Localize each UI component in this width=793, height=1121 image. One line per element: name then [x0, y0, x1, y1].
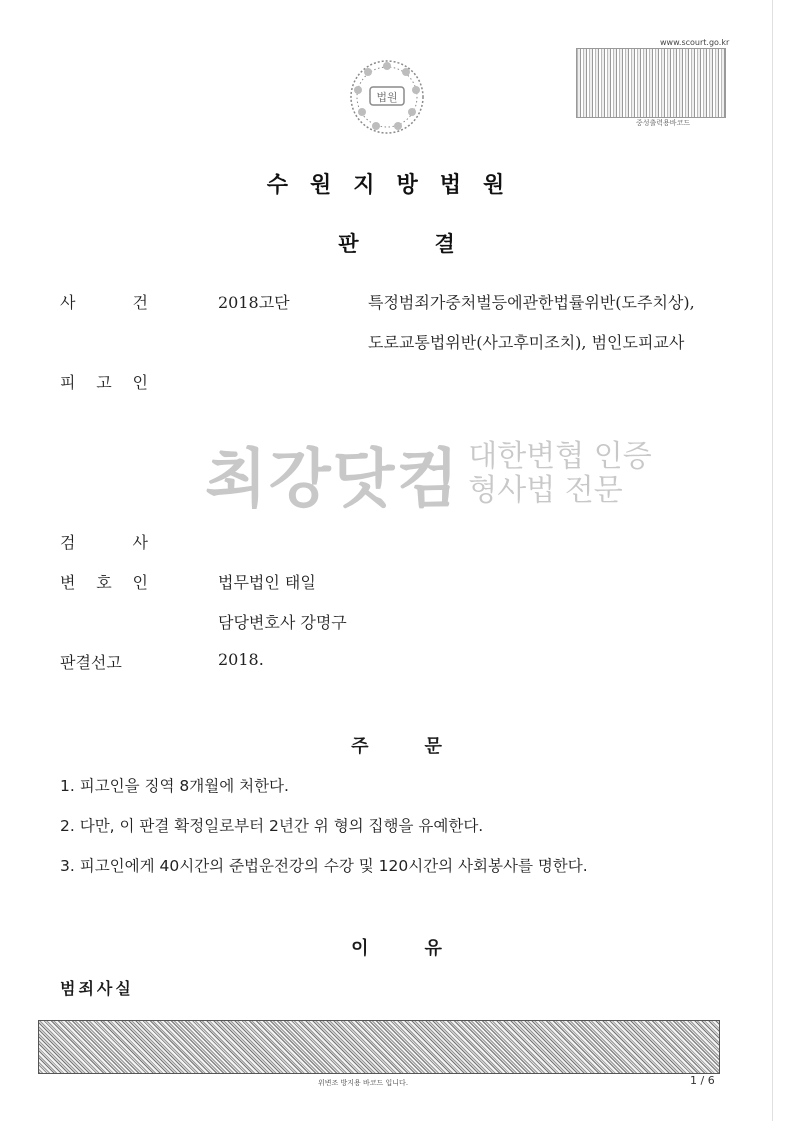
counsel-lawyer: 담당변호사 강명구 — [218, 613, 347, 632]
order-item: 3. 피고인에게 40시간의 준법운전강의 수강 및 120시간의 사회봉사를 명한다. — [60, 857, 588, 875]
order-title-char: 문 — [424, 736, 442, 757]
court-seal — [348, 58, 426, 136]
order-section-title — [0, 732, 793, 758]
qr-barcode — [576, 48, 726, 118]
case-label: 사 건 — [60, 293, 148, 312]
reason-title-char: 유 — [424, 938, 442, 959]
anti-forgery-barcode — [38, 1020, 720, 1074]
prosecutor-label: 검 사 — [60, 533, 148, 552]
barcode-note: 위변조 방지용 바코드 입니다. — [318, 1079, 409, 1087]
sentence-date-value: 2018. — [218, 650, 264, 669]
order-item: 1. 피고인을 징역 8개월에 처한다. — [60, 777, 289, 795]
sentence-date-label: 판결선고 — [60, 653, 122, 672]
counsel-firm: 법무법인 태일 — [218, 573, 316, 592]
order-item: 2. 다만, 이 판결 확정일로부터 2년간 위 형의 집행을 유예한다. — [60, 817, 484, 835]
counsel-label: 변 호 인 — [60, 573, 148, 592]
watermark-brand: 최강닷컴 — [205, 443, 461, 517]
case-charges-line2: 도로교통법위반(사고후미조치), 범인도피교사 — [368, 333, 685, 352]
watermark-subtitle — [468, 440, 651, 508]
defendant-label: 피 고 인 — [60, 373, 148, 392]
watermark — [205, 428, 652, 520]
order-title-char: 주 — [351, 736, 369, 757]
doc-type-char: 결 — [434, 232, 455, 256]
reason-section-title — [0, 934, 793, 960]
watermark-line1: 대한변협 인증 — [468, 439, 652, 474]
case-charges-line1: 특정범죄가중처벌등에관한법률위반(도주치상), — [368, 293, 695, 312]
barcode-url: www.scourt.go.kr — [660, 38, 730, 47]
doc-type-char: 판 — [338, 232, 359, 256]
watermark-line2: 형사법 전문 — [468, 473, 623, 508]
crimes-heading: 범죄사실 — [60, 979, 134, 998]
reason-title-char: 이 — [351, 938, 369, 959]
barcode-caption: 중성출력용바코드 — [636, 119, 691, 127]
page-edge-line — [772, 0, 773, 1121]
page-number: 1 / 6 — [690, 1074, 715, 1087]
court-name: 수원지방법원 — [266, 173, 527, 198]
seal-text: 법원 — [376, 91, 398, 104]
case-number: 2018고단 — [218, 293, 290, 312]
document-type — [0, 228, 793, 258]
